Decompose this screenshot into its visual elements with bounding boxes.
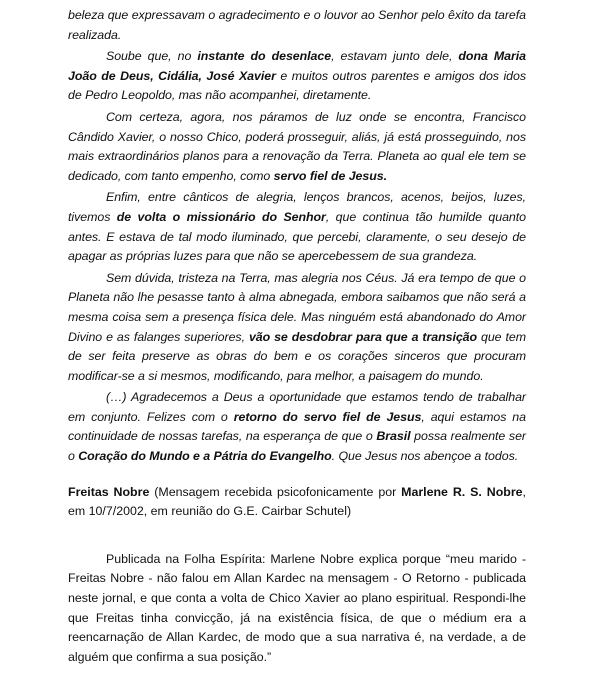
- text-run: . Que Jesus nos abençoe a todos.: [331, 449, 519, 464]
- emphasis-text: dona Maria João de Deus, Cidália, José Xavier: [68, 49, 526, 83]
- message-paragraph: [68, 188, 526, 266]
- text-run: , que continua tão humilde quanto antes. E estava de tal modo iluminado, que percebi, claramente, o seu desejo de apagar as próprias luzes para que não se apercebessem de sua grandeza.: [68, 209, 526, 264]
- text-run: Enfim, entre cânticos de alegria, lenços brancos, acenos, beijos, luzes, tivemos: [68, 190, 526, 224]
- emphasis-text: de volta o missionário do Senhor: [116, 209, 326, 224]
- emphasis-text: Brasil: [376, 429, 411, 444]
- emphasis-text: Freitas Nobre: [68, 484, 150, 499]
- text-run: , em 10/7/2002, em reunião do G.E. Cairbar Schutel): [68, 484, 526, 519]
- text-run: , estavam junto dele,: [331, 49, 459, 64]
- emphasis-text: servo fiel de Jesus.: [273, 168, 387, 183]
- text-run: possa realmente ser o: [68, 429, 526, 464]
- text-run: Sem dúvida, tristeza na Terra, mas alegria nos Céus. Já era tempo de que o Planeta não lhe pesasse tanto à alma abnegada, embora saibamos que não será a mesma coisa sem a presença física dele. Mas ninguém está abandonado do Amor Divino e as falanges superiores,: [68, 270, 526, 344]
- emphasis-text: Marlene R. S. Nobre: [401, 484, 523, 499]
- text-run: Com certeza, agora, nos páramos de luz onde se encontra, Francisco Cândido Xavier, o nosso Chico, poderá prosseguir, aliás, já está prosseguindo, nos mais extraordinários planos para a renovação da Terra. Planeta ao qual ele tem se dedicado, com tanto empenho, como: [68, 109, 526, 183]
- text-run: que tem de ser feita preserve as obras do bem e os corações sinceros que procuram modificar-se a si mesmos, modificando, para melhor, a paisagem do mundo.: [68, 329, 526, 383]
- emphasis-text: retorno do servo fiel de Jesus: [233, 409, 422, 424]
- message-paragraph: [68, 388, 526, 466]
- text-run: beleza que expressavam o agradecimento e o louvor ao Senhor pelo êxito da tarefa realizada.: [68, 8, 526, 42]
- message-paragraph: [68, 108, 526, 186]
- message-paragraph: [68, 269, 526, 387]
- document-page: [68, 6, 526, 680]
- publication-note: Publicada na Folha Espírita: Marlene Nobre explica porque “meu marido - Freitas Nobre - não falou em Allan Kardec na mensagem - O Retorno - publicada neste jornal, e que conta a volta de Chico Xavier ao plano espiritual. Respondi-lhe que Freitas tinha convicção, já na existência física, de que o médium era a reencarnação de Allan Kardec, de modo que a sua narrativa é, na verdade, a de alguém que confirma a sua posição.”: [68, 551, 526, 664]
- emphasis-text: vão se desdobrar para que a transição: [248, 329, 478, 344]
- emphasis-text: Coração do Mundo e a Pátria do Evangelho: [78, 449, 332, 464]
- message-body: [68, 6, 526, 467]
- message-paragraph: [68, 6, 526, 45]
- message-paragraph: [68, 47, 526, 106]
- message-signature: [68, 483, 526, 522]
- text-run: Soube que, no: [106, 49, 198, 64]
- emphasis-text: instante do desenlace: [197, 49, 332, 64]
- text-run: , aqui estamos na continuidade de nossas tarefas, na esperança de que o: [68, 409, 526, 444]
- text-run: e muitos outros parentes e amigos dos idos de Pedro Leopoldo, mas não acompanhei, diretamente.: [68, 68, 526, 103]
- text-run: (…) Agradecemos a Deus a oportunidade que estamos tendo de trabalhar em conjunto. Felizes com o: [68, 390, 526, 424]
- text-run: (Mensagem recebida psicofonicamente por: [149, 484, 402, 499]
